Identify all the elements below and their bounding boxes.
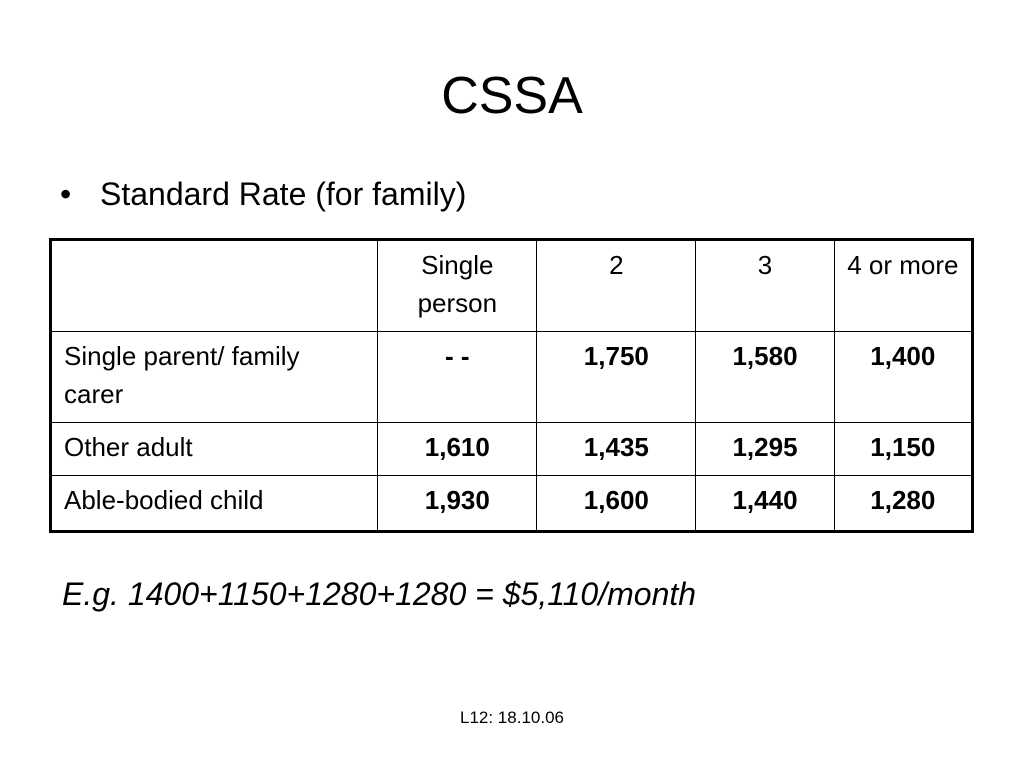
rate-table — [49, 238, 974, 533]
example-calculation: E.g. 1400+1150+1280+1280 = $5,110/month — [62, 576, 697, 612]
table-cell: 1,610 — [378, 423, 537, 476]
table-row — [51, 476, 973, 532]
table-cell: 1,435 — [537, 423, 696, 476]
table-header-row — [51, 240, 973, 332]
bullet-text: Standard Rate (for family) — [100, 176, 467, 212]
table-cell: - - — [378, 332, 537, 423]
slide-title: CSSA — [441, 67, 583, 125]
header-cell-single-person: Single person — [378, 240, 537, 332]
row-label: Able-bodied child — [51, 476, 378, 532]
table-cell: 1,400 — [834, 332, 972, 423]
slide-footer: L12: 18.10.06 — [460, 708, 564, 727]
table-row — [51, 423, 973, 476]
bullet-dot-icon: • — [60, 176, 72, 212]
header-cell-2: 2 — [537, 240, 696, 332]
table-cell: 1,440 — [696, 476, 834, 532]
row-label: Single parent/ family carer — [51, 332, 378, 423]
table-cell: 1,600 — [537, 476, 696, 532]
header-cell-4-or-more: 4 or more — [834, 240, 972, 332]
table-cell: 1,580 — [696, 332, 834, 423]
table-cell: 1,295 — [696, 423, 834, 476]
table-cell: 1,280 — [834, 476, 972, 532]
table-row — [51, 332, 973, 423]
bullet-item — [60, 170, 466, 218]
table-cell: 1,930 — [378, 476, 537, 532]
table-cell: 1,150 — [834, 423, 972, 476]
header-cell-empty — [51, 240, 378, 332]
header-cell-3: 3 — [696, 240, 834, 332]
row-label: Other adult — [51, 423, 378, 476]
table-cell: 1,750 — [537, 332, 696, 423]
